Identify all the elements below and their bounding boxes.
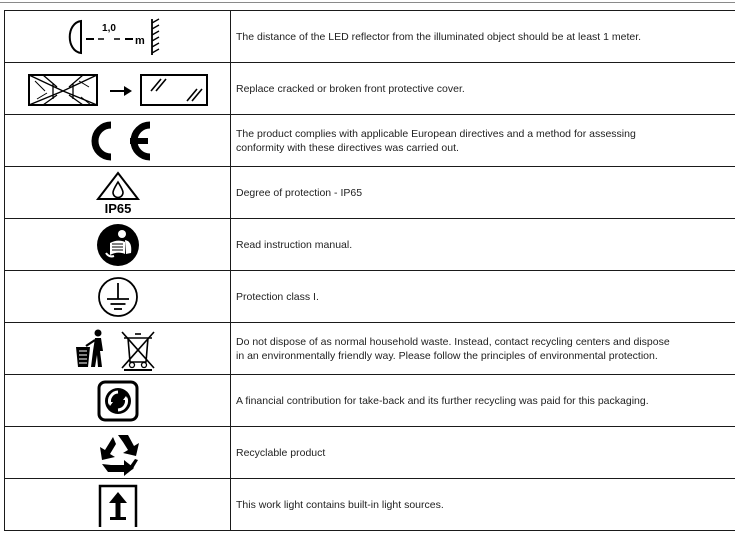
row-description: Read instruction manual. [231,219,735,271]
table-row [5,219,735,271]
ce-mark-icon [78,122,158,160]
top-rule [0,2,735,3]
icon-cell [5,63,231,115]
table-row [5,375,735,427]
table-row [5,63,735,115]
read-manual-icon [96,223,140,267]
row-description-line-1: The product complies with applicable European directives and a method for assessing [236,127,636,140]
built-in-light-source-icon [97,483,139,527]
table-row [5,427,735,479]
table-row [5,11,735,63]
row-description-line-1: Do not dispose of as normal household waste. Instead, contact recycling centers and dispose [236,335,670,348]
table-row [5,115,735,167]
recycle-icon [96,432,140,474]
distance-unit: m [134,34,145,47]
row-description: Recyclable product [231,427,735,479]
replace-cracked-cover-icon [23,69,213,109]
icon-cell [5,167,231,219]
row-description: The distance of the LED reflector from the illuminated object should be at least 1 meter. [231,11,735,63]
ip-code-label: IP65 [104,200,131,216]
distance-from-object-icon [63,17,173,57]
symbols-table [4,10,735,531]
distance-value: 1,0 [101,22,116,34]
icon-cell [5,375,231,427]
protective-earth-icon [96,275,140,319]
green-dot-icon [97,380,139,422]
weee-disposal-icon [73,327,163,371]
ip65-icon [94,171,142,215]
row-description: Replace cracked or broken front protective cover. [231,63,735,115]
table-row [5,167,735,219]
row-description: Protection class I. [231,271,735,323]
icon-cell [5,271,231,323]
row-description [231,115,735,167]
row-description-line-2: in an environmentally friendly way. Please follow the principles of environmental protection. [236,349,658,362]
icon-cell [5,219,231,271]
row-description [231,323,735,375]
icon-cell [5,479,231,531]
row-description: This work light contains built-in light sources. [231,479,735,531]
icon-cell [5,323,231,375]
table-row [5,479,735,531]
row-description: A financial contribution for take-back and its further recycling was paid for this packaging. [231,375,735,427]
table-row [5,323,735,375]
icon-cell [5,115,231,167]
row-description: Degree of protection - IP65 [231,167,735,219]
icon-cell [5,427,231,479]
row-description-line-2: conformity with these directives was carried out. [236,141,459,154]
table-row [5,271,735,323]
icon-cell [5,11,231,63]
